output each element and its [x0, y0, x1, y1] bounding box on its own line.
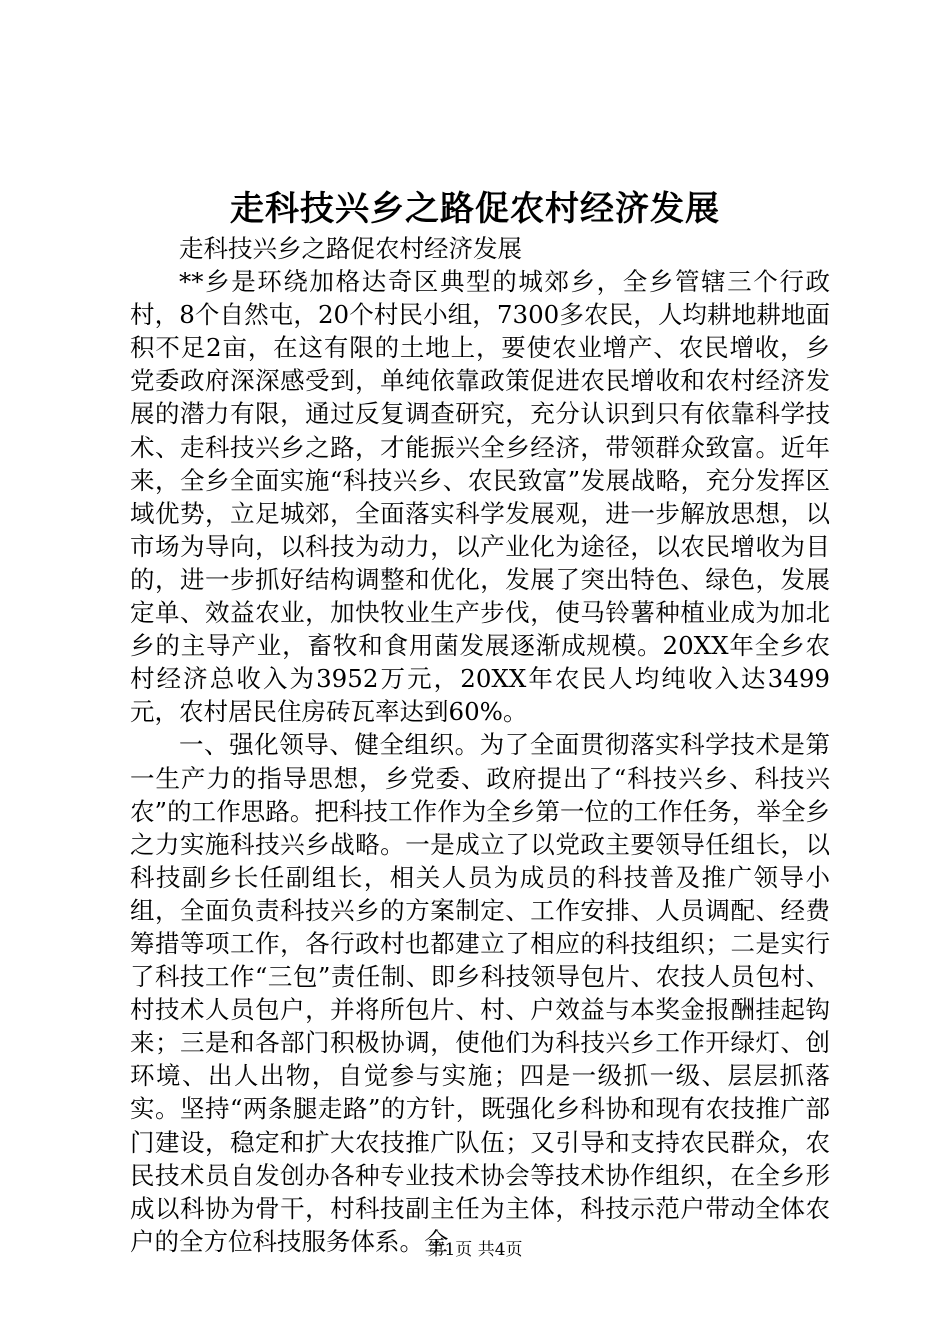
intro-paragraph: **乡是环绕加格达奇区典型的城郊乡，全乡管辖三个行政村，8个自然屯，20个村民小组，7300多农民，人均耕地耕地面积不足2亩，在这有限的土地上，要使农业增产、农民增收，乡党委政府深深感受到，单纯依靠政策促进农民增收和农村经济发展的潜力有限，通过反复调查研究，充分认识到只有依靠科学技术、走科技兴乡之路，才能振兴全乡经济，带领群众致富。近年来，全乡全面实施“科技兴乡、农民致富”发展战略，充分发挥区域优势，立足城郊，全面落实科学发展观，进一步解放思想，以市场为导向，以科技为动力，以产业化为途径，以农民增收为目的，进一步抓好结构调整和优化，发展了突出特色、绿色，发展定单、效益农业，加快牧业生产步伐，使马铃薯种植业成为加北乡的主导产业，畜牧和食用菌发展逐渐成规模。20XX年全乡农村经济总收入为3952万元，20XX年农民人均纯收入达3499元，农村居民住房砖瓦率达到60%。	[130, 267, 830, 727]
subtitle-paragraph: 走科技兴乡之路促农村经济发展	[179, 234, 522, 263]
section-one-paragraph: 一、强化领导、健全组织。为了全面贯彻落实科学技术是第一生产力的指导思想，乡党委、政府提出了“科技兴乡、科技兴农”的工作思路。把科技工作作为全乡第一位的工作任务，举全乡之力实施科技兴乡战略。一是成立了以党政主要领导任组长，以科技副乡长任副组长，相关人员为成员的科技普及推广领导小组，全面负责科技兴乡的方案制定、工作安排、人员调配、经费筹措等项工作，各行政村也都建立了相应的科技组织；二是实行了科技工作“三包”责任制、即乡科技领导包片、农技人员包村、村技术人员包户，并将所包片、村、户效益与本奖金报酬挂起钩来；三是和各部门积极协调，使他们为科技兴乡工作开绿灯、创环境、出人出物，自觉参与实施；四是一级抓一级、层层抓落实。坚持“两条腿走路”的方针，既强化乡科协和现有农技推广部门建设，稳定和扩大农技推广队伍；又引导和支持农民群众，农民技术员自发创办各种专业技术协会等技术协作组织，在全乡形成以科协为骨干，村科技副主任为主体，科技示范户带动全体农户的全方位科技服务体系。全	[130, 730, 830, 1256]
document-body	[130, 232, 830, 1258]
page-number: 第1页 共4页	[427, 1240, 523, 1260]
document-title: 走科技兴乡之路促农村经济发展	[230, 189, 720, 229]
